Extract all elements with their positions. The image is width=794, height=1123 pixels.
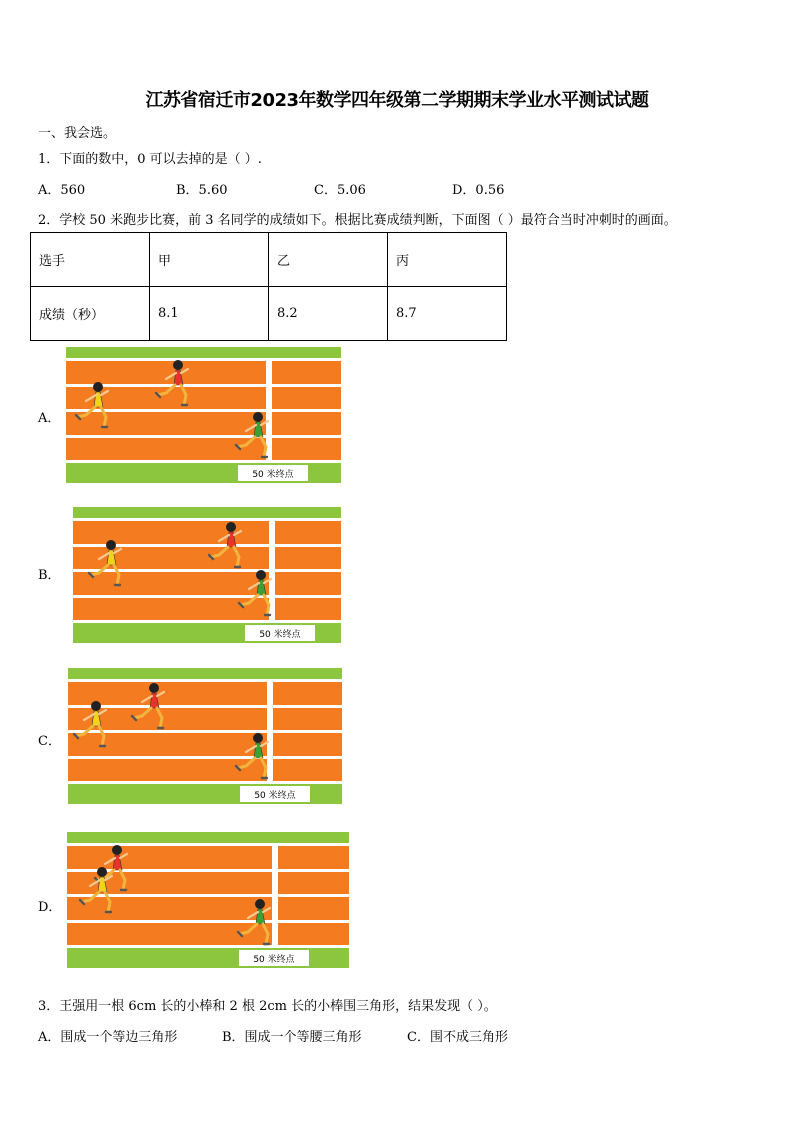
lane-line (67, 894, 349, 897)
lane-line (66, 358, 341, 361)
lane-line (67, 945, 349, 948)
q2-option-b-label[interactable]: B． (38, 568, 61, 583)
finish-line (272, 843, 278, 947)
table-cell: 甲 (150, 233, 269, 287)
q3-option-c[interactable]: C．围不成三角形 (407, 1030, 508, 1045)
lane-line (66, 435, 341, 438)
table-cell: 乙 (269, 233, 388, 287)
grass-strip-top (73, 507, 341, 518)
table-row (31, 287, 507, 341)
track-image-b[interactable] (73, 507, 341, 643)
section-heading: 一、我会选。 (38, 126, 117, 141)
table-cell: 丙 (388, 233, 507, 287)
question-2-text: 2．学校 50 米跑步比赛，前 3 名同学的成绩如下。根据比赛成绩判断，下面图（ ）最符合当时冲刺时的画面。 (38, 213, 677, 228)
grass-strip-top (67, 832, 349, 843)
lane-line (68, 679, 342, 682)
q3-option-a[interactable]: A．围成一个等边三角形 (38, 1030, 178, 1045)
question-3-text: 3．王强用一根 6cm 长的小棒和 2 根 2cm 长的小棒围三角形，结果发现（ ）。 (38, 999, 497, 1014)
lane-line (67, 843, 349, 846)
q2-option-a-label[interactable]: A． (38, 411, 61, 426)
q1-option-c[interactable]: C．5.06 (314, 183, 366, 198)
q1-option-d[interactable]: D．0.56 (452, 183, 505, 198)
lane-line (68, 781, 342, 784)
lane-line (67, 920, 349, 923)
grass-strip-top (66, 347, 341, 358)
q2-option-d-label[interactable]: D． (38, 900, 62, 915)
track-image-c[interactable] (68, 668, 342, 804)
lane-line (66, 384, 341, 387)
page-title: 江苏省宿迁市2023年数学四年级第二学期期末学业水平测试试题 (145, 90, 649, 111)
lane-line (66, 460, 341, 463)
q2-option-c-label[interactable]: C． (38, 734, 61, 749)
lane-line (68, 730, 342, 733)
lane-line (73, 518, 341, 521)
lane-line (68, 705, 342, 708)
lane-line (68, 756, 342, 759)
table-cell: 8.1 (150, 287, 269, 341)
finish-label: 50 米终点 (254, 791, 296, 801)
table-cell: 8.2 (269, 287, 388, 341)
table-cell: 8.7 (388, 287, 507, 341)
lane-line (73, 569, 341, 572)
finish-line (267, 679, 273, 783)
table-cell: 成绩（秒） (31, 287, 150, 341)
lane-line (67, 869, 349, 872)
lane-line (73, 620, 341, 623)
finish-label: 50 米终点 (259, 630, 301, 640)
lane-line (73, 595, 341, 598)
track-image-d[interactable] (67, 832, 349, 968)
scores-table (30, 232, 507, 341)
track-image-a[interactable] (66, 347, 341, 483)
lane-line (66, 409, 341, 412)
finish-label: 50 米终点 (252, 470, 294, 480)
table-row (31, 233, 507, 287)
question-1-text: 1．下面的数中，0 可以去掉的是（ ）. (38, 152, 262, 167)
q1-option-a[interactable]: A．560 (38, 183, 86, 198)
finish-label: 50 米终点 (253, 955, 295, 965)
q3-option-b[interactable]: B．围成一个等腰三角形 (222, 1030, 362, 1045)
table-cell: 选手 (31, 233, 150, 287)
q1-option-b[interactable]: B．5.60 (176, 183, 228, 198)
grass-strip-top (68, 668, 342, 679)
